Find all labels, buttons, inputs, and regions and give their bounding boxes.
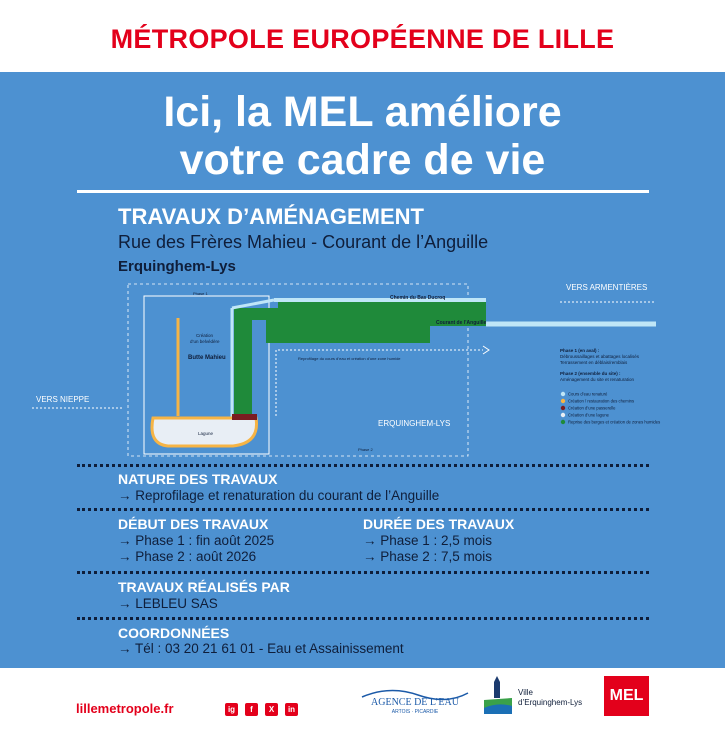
phase2-desc-1: Aménagement du site et renaturation [560,377,635,382]
label-belvedere-2: d’un belvédère [190,339,220,344]
linkedin-icon[interactable]: in [285,703,298,716]
realises-title: TRAVAUX RÉALISÉS PAR [118,579,290,595]
nature-text: → Reprofilage et renaturation du courant de l’Anguille [118,488,440,503]
headline-mel: MEL [282,88,373,136]
label-reprofilage: Reprofilage du cours d’eau et création d’une zone humide [298,356,401,361]
legend-swatch [561,413,565,417]
label-butte: Butte Mahieu [188,355,226,361]
ville-line2: d’Erquinghem-Lys [518,698,583,707]
project-subtitle: Rue des Frères Mahieu - Courant de l’Anguille [118,232,489,252]
legend-label: Création / restauration des chemins [568,398,635,404]
label-phase2: Phase 2 [358,447,373,452]
headline-post: améliore [372,88,562,136]
legend-swatch [561,399,565,403]
instagram-icon[interactable]: ig [225,703,238,716]
dotted-divider [77,617,649,620]
realises-text: → LEBLEU SAS [118,596,218,611]
header-title: MÉTROPOLE EUROPÉENNE DE LILLE [110,24,615,54]
headline-line2: votre cadre de vie [179,136,546,184]
coord-text: → Tél : 03 20 21 61 01 - Eau et Assainissement [118,641,404,656]
arrow-head [483,346,489,354]
label-belvedere-1: Création [196,333,214,338]
debut-phase2: → Phase 2 : août 2026 [118,549,257,564]
legend-swatch [561,420,565,424]
ville-name [518,688,582,708]
debut-phase1: → Phase 1 : fin août 2025 [118,533,275,548]
headline-pre: Ici, la [163,88,283,136]
river-bend [232,300,274,308]
headline-line1 [0,88,725,136]
duree-phase1: → Phase 1 : 2,5 mois [363,533,493,548]
website-link[interactable]: lillemetropole.fr [76,701,174,716]
dotted-divider [77,464,649,467]
label-chemin: Chemin du Bas Ducroq [390,295,446,301]
agence-eau-logo [360,683,470,719]
legend-swatch [561,392,565,396]
mel-logo: MEL [604,676,649,716]
facebook-icon[interactable]: f [245,703,258,716]
label-lagune: Lagune [198,431,214,436]
label-courant: Courant de l’Anguille [436,320,487,326]
label-armentieres: VERS ARMENTIÈRES [566,283,648,292]
phase1-desc-2: Terrassement en déblais/remblais [560,360,628,365]
ville-logo-icon [482,676,514,716]
map-legend [561,392,660,425]
legend-label: Création d’une passerelle [568,405,616,411]
nature-title: NATURE DES TRAVAUX [118,471,278,487]
site-map [28,278,668,463]
duree-phase2: → Phase 2 : 7,5 mois [363,549,493,564]
x-icon[interactable]: X [265,703,278,716]
phase1-desc-title: Phase 1 (en aval) : [560,348,600,353]
header [0,0,725,72]
ville-line1: Ville [518,688,533,697]
project-city: Erquinghem-Lys [118,258,236,275]
label-erquinghem: ERQUINGHEM-LYS [378,419,451,428]
coord-title: COORDONNÉES [118,625,230,641]
phase2-desc-title: Phase 2 (ensemble du site) : [560,371,621,376]
project-title: TRAVAUX D’AMÉNAGEMENT [118,204,424,229]
dotted-divider [77,508,649,511]
duree-title: DURÉE DES TRAVAUX [363,516,515,532]
footbridge [232,414,257,420]
agence-sub: ARTOIS · PICARDIE [391,709,439,715]
legend-swatch [561,406,565,410]
debut-title: DÉBUT DES TRAVAUX [118,516,269,532]
legend-label: Cours d’eau renaturé [568,391,608,397]
phase1-desc-1: Débroussaillages et abattages localisés [560,354,640,359]
divider [77,190,649,193]
label-phase1: Phase 1 [193,291,208,296]
label-nieppe: VERS NIEPPE [36,395,90,404]
legend-label: Reprise des berges et création de zones humides [568,419,661,425]
agence-name: AGENCE DE L’EAU [371,697,459,708]
dotted-divider [77,571,649,574]
legend-label: Création d’une lagune [568,412,609,418]
